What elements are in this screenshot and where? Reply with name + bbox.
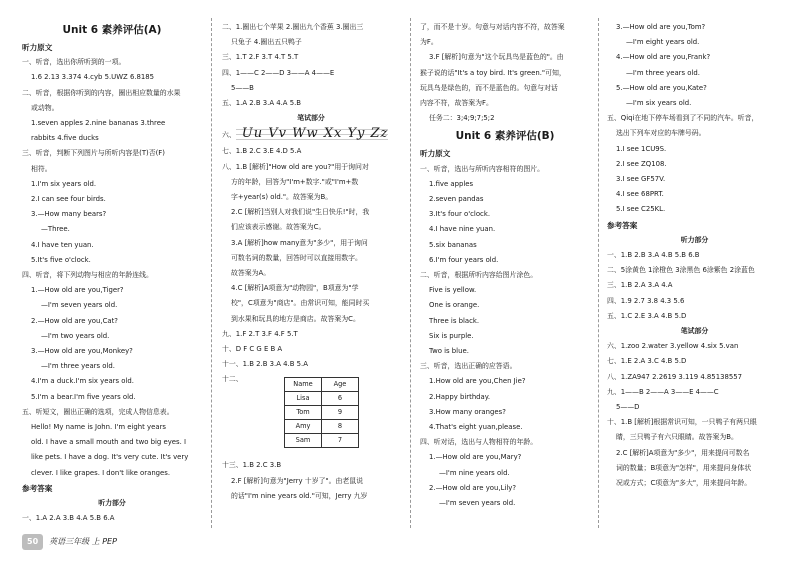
text-line: 猴子说的话"It's a toy bird. It's green."可知， — [420, 68, 566, 77]
text-line: 四、听对话，选出与人物相符的年龄。 — [420, 438, 538, 447]
column-3 — [420, 20, 590, 511]
text-line: 一、听音，选出与所听内容相符的图片。 — [420, 164, 545, 173]
text-line: 4.I have nine yuan. — [429, 225, 496, 234]
text-line: 九、1.F 2.T 3.F 4.F 5.T — [222, 329, 298, 338]
page-footer — [22, 534, 117, 550]
text-line: 十、D F C G E B A — [222, 345, 283, 354]
text-line: 选出下列车对应的车牌号码。 — [616, 129, 706, 138]
col1-lines — [22, 55, 202, 481]
text-line: 1.—How old are you,Tiger? — [31, 286, 124, 295]
table-row — [285, 420, 359, 434]
text-line: 到水果和玩具的地方是商店。故答案为C。 — [231, 314, 360, 323]
text-line: 3.I see GF57V. — [616, 175, 666, 184]
text-line: 5——B — [231, 83, 254, 92]
text-line: 十一、1.B 2.B 3.A 4.B 5.A — [222, 360, 308, 369]
text-line: —I'm seven years old. — [41, 301, 118, 310]
text-line: 七、1.E 2.A 3.C 4.B 5.D — [607, 357, 687, 366]
text-line: 了，而不是十岁。句意与对话内容不符，故答案 — [420, 23, 565, 31]
text-line: 们应该表示感谢。故答案为C。 — [231, 223, 326, 232]
text-line: 4.That's eight yuan,please. — [429, 423, 523, 432]
text-line: 2.Happy birthday. — [429, 392, 491, 401]
listening-part-label: 听力部分 — [98, 499, 126, 508]
column-4 — [607, 20, 782, 491]
book-title: 英语三年级 上 PEP — [49, 537, 117, 546]
col2-lines-b — [222, 144, 400, 372]
text-line: 1.I see 1CU9S. — [616, 144, 667, 153]
text-line: 3.How many oranges? — [429, 407, 506, 416]
text-line: 3.It's four o'clock. — [429, 210, 491, 219]
listening-script-heading: 听力原文 — [22, 43, 53, 52]
text-line: 八、1.ZA947 2.2619 3.119 4.85138557 — [607, 372, 742, 381]
text-line: 二、1.圈出七个苹果 2.圈出九个香蕉 3.圈出三 — [222, 23, 364, 31]
text-line: —I'm three years old. — [41, 362, 115, 371]
col3-lines-a — [420, 20, 590, 126]
text-line: 5.I'm a bear.I'm five years old. — [31, 392, 136, 401]
text-line: 3.F [解析]句意为"这个玩具鸟是蓝色的"。由 — [429, 53, 564, 62]
column-divider — [410, 18, 411, 528]
text-line: 3.—How old are you,Tom? — [616, 23, 706, 31]
table-cell: Amy — [285, 420, 322, 434]
text-line: 四、听音，将下列动物与相应的年龄连线。 — [22, 271, 153, 280]
text-line: 五、1.C 2.E 3.A 4.B 5.D — [607, 311, 687, 320]
text-line: 4.—How old are you,Frank? — [616, 53, 711, 62]
text-line: 2.F [解析]句意为"Jerry 十岁了"。由老鼠说 — [231, 476, 364, 485]
table-row — [285, 406, 359, 420]
text-line: 四、1.9 2.7 3.8 4.3 5.6 — [607, 296, 685, 305]
table-body — [285, 392, 359, 448]
text-line: 5.It's five o'clock. — [31, 255, 91, 264]
text-line: Six is purple. — [429, 331, 474, 340]
text-line: 七、1.B 2.C 3.E 4.D 5.A — [222, 147, 302, 156]
written-part-label: 笔试部分 — [297, 114, 325, 123]
text-line: 1.five apples — [429, 179, 474, 188]
column-divider — [211, 18, 212, 528]
text-line: 八、1.B [解析]"How old are you?"用于询问对 — [222, 162, 369, 171]
text-line: 玩具鸟是绿色的，而不是蓝色的。句意与对话 — [420, 83, 558, 92]
text-line: 2.seven pandas — [429, 195, 484, 204]
page-number: 50 — [22, 534, 43, 550]
text-line: Three is black. — [429, 316, 480, 325]
text-line: —I'm two years old. — [41, 331, 110, 340]
table-cell: 8 — [322, 420, 359, 434]
text-line: 词的数量；B项意为"怎样"，用来提问身体状 — [616, 463, 752, 472]
table-header-cell: Name — [285, 378, 322, 392]
name-age-table — [284, 377, 359, 448]
unit-6-a-title: Unit 6 素养评估(A) — [62, 24, 162, 36]
text-line: 相符。 — [31, 164, 52, 173]
text-line: 3.—How many bears? — [31, 210, 107, 219]
table-cell: 9 — [322, 406, 359, 420]
text-line: 1.I'm six years old. — [31, 179, 97, 188]
text-line: 1.—How old are you,Mary? — [429, 453, 522, 462]
text-line: —I'm three years old. — [626, 68, 700, 77]
text-line: clever. I like grapes. I don't like oranges. — [31, 468, 171, 477]
text-line: 3.A [解析]how many意为"多少"，用于询问 — [231, 238, 368, 247]
text-line: 1.seven apples 2.nine bananas 3.three — [31, 119, 166, 128]
text-line: —I'm nine years old. — [439, 468, 510, 477]
answer-key-heading: 参考答案 — [607, 220, 638, 230]
text-line: —I'm six years old. — [626, 99, 692, 108]
written-part-label: 笔试部分 — [680, 327, 709, 336]
text-line: 故答案为A。 — [231, 269, 271, 278]
table-cell: 6 — [322, 392, 359, 406]
text-line: Five is yellow. — [429, 286, 477, 295]
col4-lines-b — [607, 248, 782, 324]
text-line: 2.C [解析]当别人对我们说"生日快乐!"时，我 — [231, 208, 370, 217]
text-line: 方的年龄，回答为"I'm+数字."或"I'm+数 — [231, 177, 359, 186]
text-line: 三、1.B 2.A 3.A 4.A — [607, 281, 673, 290]
col3-lines-b — [420, 162, 590, 512]
column-2 — [222, 20, 400, 504]
text-line: 二、5涂黄色 1涂橙色 3涂黑色 6涂紫色 2涂蓝色 — [607, 266, 755, 275]
table-row-section — [222, 372, 400, 458]
text-line: 或动物。 — [31, 103, 59, 112]
text-line: 任务二：3;4;9;7;5;2 — [429, 114, 495, 123]
text-line: 的话"I'm nine years old."可知，Jerry 九岁 — [231, 491, 368, 500]
cursive-letters: Uu Vv Ww Xx Yy Zz — [236, 126, 389, 141]
text-line: 一、听音，选出你所听到的一项。 — [22, 58, 126, 67]
table-cell: Sam — [285, 434, 322, 448]
text-line: 十三、1.B 2.C 3.B — [222, 461, 282, 470]
text-line: 二、听音，根据所听内容给图片涂色。 — [420, 271, 538, 280]
text-line: 5.I see C25KL. — [616, 205, 666, 214]
text-line: 5.—How old are you,Kate? — [616, 83, 707, 92]
text-line: 4.I see 68PRT. — [616, 190, 664, 199]
text-line: like pets. I have a dog. It's very cute. It's very — [31, 453, 189, 462]
text-line: 1.How old are you,Chen Jie? — [429, 377, 526, 386]
text-line: 2.—How old are you,Lily? — [429, 483, 516, 492]
text-line: 2.I see ZQ108. — [616, 159, 667, 168]
text-line: 5.six bananas — [429, 240, 477, 249]
listening-script-heading: 听力原文 — [420, 149, 451, 159]
text-line: 可数名词的数量，回答时可以直接用数字。 — [231, 253, 362, 262]
text-line: —I'm eight years old. — [626, 38, 700, 47]
text-line: 三、听音，判断下列图片与所听内容是(T)否(F) — [22, 149, 165, 158]
unit-6-b-title: Unit 6 素养评估(B) — [455, 130, 555, 143]
table-cell: 7 — [322, 434, 359, 448]
table-header-cell: Age — [322, 378, 359, 392]
col2-lines-a — [222, 20, 400, 111]
text-line: 4.I'm a duck.I'm six years old. — [31, 377, 134, 386]
text-line: One is orange. — [429, 301, 480, 310]
text-line: 1.6 2.13 3.374 4.cyb 5.UWZ 6.8185 — [31, 73, 155, 82]
col4-lines-c — [607, 339, 782, 491]
text-line: 六、1.zoo 2.water 3.yellow 4.six 5.van — [607, 342, 739, 351]
cursive-row — [222, 126, 400, 144]
text-line: 2.—How old are you,Cat? — [31, 316, 118, 325]
cursive-label: 六、 — [222, 131, 236, 140]
text-line: —I'm seven years old. — [439, 499, 516, 508]
text-line: —Three. — [41, 225, 70, 234]
text-line: 5——D — [616, 403, 640, 412]
text-line: 五、Qiqi在地下停车场看到了不同的汽车。听音， — [607, 114, 759, 123]
answer-key-heading: 参考答案 — [22, 483, 53, 493]
text-line: 五、1.A 2.B 3.A 4.A 5.B — [222, 99, 302, 108]
text-line: 九、1——B 2——A 3——E 4——C — [607, 387, 719, 396]
text-line: 4.I have ten yuan. — [31, 240, 94, 249]
text-line: 校"，C项意为"商店"。由常识可知，能同时买 — [231, 299, 370, 308]
text-line: 二、听音，根据你听到的内容，圈出相应数量的水果 — [22, 88, 181, 97]
listening-part-label: 听力部分 — [680, 235, 709, 244]
text-line: 十、1.B [解析]根据常识可知，一只鸭子有两只眼 — [607, 418, 757, 427]
column-divider — [598, 18, 599, 528]
text-line: 字+year(s) old."。故答案为B。 — [231, 193, 333, 202]
col4-lines-a — [607, 20, 782, 218]
text-line: 4.C [解析]A项意为"动物园"，B项意为"学 — [231, 284, 359, 293]
table-row — [285, 392, 359, 406]
text-line: rabbits 4.five ducks — [31, 134, 99, 143]
column-1 — [22, 20, 202, 527]
table-header-row — [285, 378, 359, 392]
text-line: 2.C [解析]A项意为"多少"，用来提问可数名 — [616, 448, 750, 457]
text-line: 为F。 — [420, 38, 438, 47]
text-line: Hello! My name is John. I'm eight years — [31, 423, 166, 432]
table-cell: Lisa — [285, 392, 322, 406]
text-line: Two is blue. — [429, 347, 469, 356]
text-line: 四、1——C 2——D 3——A 4——E — [222, 68, 335, 77]
text-line: 内容不符，故答案为F。 — [420, 99, 493, 108]
text-line: 3.—How old are you,Monkey? — [31, 347, 133, 356]
table-cell: Tom — [285, 406, 322, 420]
text-line: 三、1.T 2.F 3.T 4.T 5.T — [222, 53, 299, 62]
col2-lines-c — [222, 458, 400, 504]
table-label: 十二、 — [222, 375, 243, 384]
text-line: 睛，三只鸭子有六只眼睛。故答案为B。 — [616, 433, 738, 442]
answer-line: 一、1.A 2.A 3.B 4.A 5.B 6.A — [22, 514, 115, 523]
text-line: 五、听短文，圈出正确的选项，完成人物信息表。 — [22, 407, 174, 416]
text-line: 况或方式；C项意为"多大"，用来提问年龄。 — [616, 479, 752, 488]
table-row — [285, 434, 359, 448]
text-line: 一、1.B 2.B 3.A 4.B 5.B 6.B — [607, 251, 700, 260]
text-line: 2.I can see four birds. — [31, 195, 106, 204]
text-line: 三、听音，选出正确的应答语。 — [420, 362, 517, 371]
text-line: 6.I'm four years old. — [429, 255, 499, 264]
text-line: 只兔子 4.圈出五只鸭子 — [231, 38, 302, 47]
text-line: old. I have a small mouth and two big eyes. I — [31, 438, 187, 447]
